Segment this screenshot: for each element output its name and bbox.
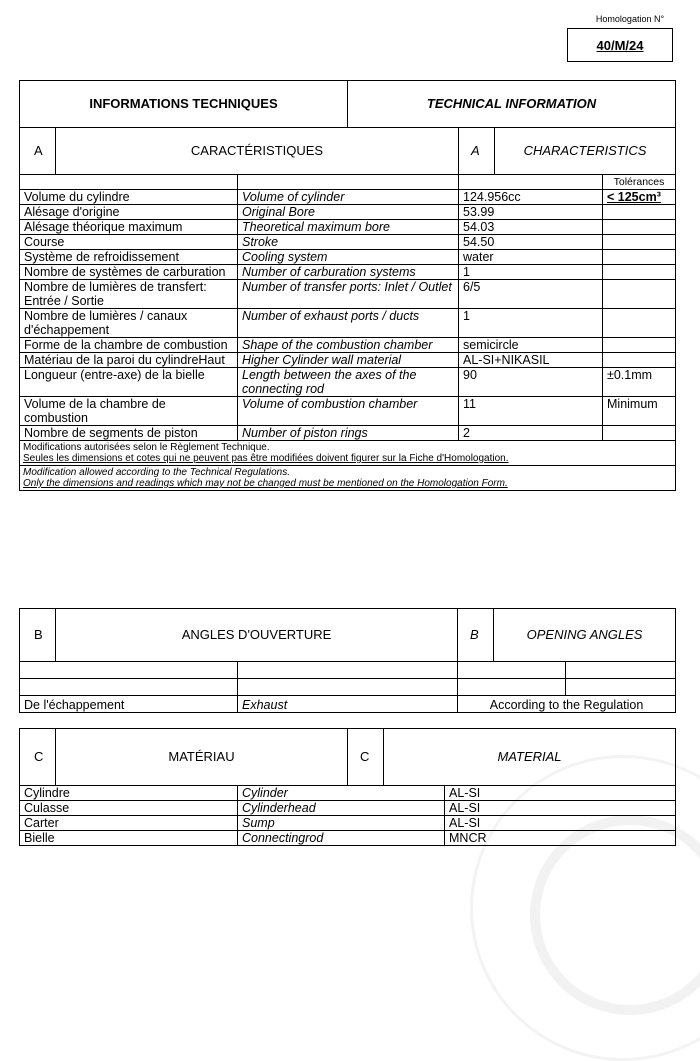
material-value: MNCR xyxy=(445,831,676,846)
title-table xyxy=(19,80,676,128)
characteristic-tolerance xyxy=(603,250,676,265)
characteristic-fr: Nombre de segments de piston xyxy=(20,426,238,441)
material-fr: Cylindre xyxy=(20,786,238,801)
section-c-table xyxy=(19,728,676,846)
section-b-title-en: OPENING ANGLES xyxy=(526,627,643,642)
characteristic-fr: Alésage d'origine xyxy=(20,205,238,220)
section-a-header-fr xyxy=(20,128,459,175)
characteristic-value: 11 xyxy=(459,397,603,426)
characteristic-en: Number of transfer ports: Inlet / Outlet xyxy=(238,280,459,309)
section-b-title-fr: ANGLES D'OUVERTURE xyxy=(181,627,332,642)
section-a-title-en: CHARACTERISTICS xyxy=(523,143,647,158)
characteristic-en: Cooling system xyxy=(238,250,459,265)
section-b-letter-en: B xyxy=(458,609,494,661)
characteristic-en: Length between the axes of the connecting rod xyxy=(238,368,459,397)
characteristic-en: Shape of the combustion chamber xyxy=(238,338,459,353)
section-a-header-en xyxy=(459,128,676,175)
opening-angle-value: According to the Regulation xyxy=(458,696,676,713)
material-value: AL-SI xyxy=(445,786,676,801)
characteristic-fr: Longueur (entre-axe) de la bielle xyxy=(20,368,238,397)
characteristic-fr: Volume du cylindre xyxy=(20,190,238,205)
material-row xyxy=(20,786,676,801)
characteristic-en: Stroke xyxy=(238,235,459,250)
characteristic-row xyxy=(20,338,676,353)
characteristic-en: Volume of cylinder xyxy=(238,190,459,205)
section-a-letter-en: A xyxy=(459,128,495,174)
section-b-header-fr xyxy=(20,609,458,662)
characteristic-fr: Nombre de lumières de transfert: Entrée / Sortie xyxy=(20,280,238,309)
characteristic-tolerance xyxy=(603,426,676,441)
characteristic-en: Number of exhaust ports / ducts xyxy=(238,309,459,338)
material-fr: Carter xyxy=(20,816,238,831)
characteristic-tolerance xyxy=(603,220,676,235)
notes-fr xyxy=(20,441,676,466)
homologation-number: 40/M/24 xyxy=(596,38,644,53)
material-en: Sump xyxy=(238,816,445,831)
section-c-title-en: MATERIAL xyxy=(497,749,562,764)
characteristic-tolerance xyxy=(603,265,676,280)
title-fr: INFORMATIONS TECHNIQUES xyxy=(20,81,348,128)
opening-angle-en: Exhaust xyxy=(238,696,458,713)
notes-en-line2: Only the dimensions and readings which may not be changed must be mentioned on the Homologation Form. xyxy=(23,478,508,489)
material-value: AL-SI xyxy=(445,801,676,816)
characteristic-fr: Nombre de systèmes de carburation xyxy=(20,265,238,280)
material-row xyxy=(20,831,676,846)
homologation-label: Homologation N° xyxy=(595,14,665,24)
material-en: Cylinderhead xyxy=(238,801,445,816)
characteristic-row xyxy=(20,280,676,309)
characteristic-row xyxy=(20,368,676,397)
characteristic-tolerance xyxy=(603,338,676,353)
characteristic-tolerance xyxy=(603,353,676,368)
characteristic-row xyxy=(20,309,676,338)
characteristic-row xyxy=(20,353,676,368)
characteristic-fr: Matériau de la paroi du cylindreHaut xyxy=(20,353,238,368)
characteristic-row xyxy=(20,250,676,265)
material-en: Connectingrod xyxy=(238,831,445,846)
characteristic-fr: Alésage théorique maximum xyxy=(20,220,238,235)
characteristic-fr: Forme de la chambre de combustion xyxy=(20,338,238,353)
section-c-letter-en: C xyxy=(348,729,384,785)
characteristic-value: 53.99 xyxy=(459,205,603,220)
characteristic-tolerance xyxy=(603,280,676,309)
characteristic-value: 6/5 xyxy=(459,280,603,309)
homologation-number-box xyxy=(567,28,673,62)
section-a-title-fr: CARACTÉRISTIQUES xyxy=(190,143,324,158)
characteristic-en: Higher Cylinder wall material xyxy=(238,353,459,368)
material-value: AL-SI xyxy=(445,816,676,831)
characteristic-value: water xyxy=(459,250,603,265)
section-c-title-fr: MATÉRIAU xyxy=(56,729,348,785)
title-en: TECHNICAL INFORMATION xyxy=(348,81,676,128)
characteristic-value: semicircle xyxy=(459,338,603,353)
material-row xyxy=(20,801,676,816)
characteristic-tolerance xyxy=(603,205,676,220)
characteristic-tolerance: ±0.1mm xyxy=(603,368,676,397)
characteristic-row xyxy=(20,235,676,250)
characteristic-en: Theoretical maximum bore xyxy=(238,220,459,235)
characteristic-fr: Nombre de lumières / canaux d'échappement xyxy=(20,309,238,338)
characteristic-value: 124.956cc xyxy=(459,190,603,205)
characteristic-value: 54.50 xyxy=(459,235,603,250)
characteristic-value: 1 xyxy=(459,265,603,280)
characteristic-row xyxy=(20,205,676,220)
characteristic-value: 2 xyxy=(459,426,603,441)
characteristic-row xyxy=(20,397,676,426)
section-b-letter-fr: B xyxy=(20,609,56,661)
section-c-letter-fr: C xyxy=(20,729,56,785)
section-b-table xyxy=(19,608,676,713)
characteristic-fr: Volume de la chambre de combustion xyxy=(20,397,238,426)
characteristic-tolerance: Minimum xyxy=(603,397,676,426)
characteristic-row xyxy=(20,220,676,235)
characteristic-en: Volume of combustion chamber xyxy=(238,397,459,426)
material-en: Cylinder xyxy=(238,786,445,801)
characteristic-tolerance xyxy=(603,309,676,338)
characteristic-row xyxy=(20,426,676,441)
characteristic-value: 90 xyxy=(459,368,603,397)
characteristic-tolerance xyxy=(603,235,676,250)
notes-en xyxy=(20,466,676,491)
characteristic-row xyxy=(20,265,676,280)
characteristic-row xyxy=(20,190,676,205)
characteristic-value: AL-SI+NIKASIL xyxy=(459,353,603,368)
characteristic-en: Number of piston rings xyxy=(238,426,459,441)
notes-en-line1: Modification allowed according to the Technical Regulations. xyxy=(23,467,291,478)
material-fr: Bielle xyxy=(20,831,238,846)
tolerances-header: Tolérances xyxy=(603,175,676,190)
section-a-table xyxy=(19,127,676,491)
section-a-letter-fr: A xyxy=(20,128,56,174)
material-fr: Culasse xyxy=(20,801,238,816)
opening-angle-fr: De l'échappement xyxy=(20,696,238,713)
characteristic-fr: Système de refroidissement xyxy=(20,250,238,265)
characteristic-fr: Course xyxy=(20,235,238,250)
notes-fr-line1: Modifications autorisées selon le Règlement Technique. xyxy=(23,442,270,453)
material-row xyxy=(20,816,676,831)
characteristic-tolerance: < 125cm³ xyxy=(603,190,676,205)
notes-fr-line2: Seules les dimensions et cotes qui ne peuvent pas être modifiées doivent figurer sur la Fiche d'Homologation. xyxy=(23,453,509,464)
section-c-header xyxy=(20,729,676,786)
characteristic-en: Number of carburation systems xyxy=(238,265,459,280)
section-b-header-en xyxy=(458,609,676,662)
characteristic-en: Original Bore xyxy=(238,205,459,220)
characteristic-value: 54.03 xyxy=(459,220,603,235)
characteristic-value: 1 xyxy=(459,309,603,338)
